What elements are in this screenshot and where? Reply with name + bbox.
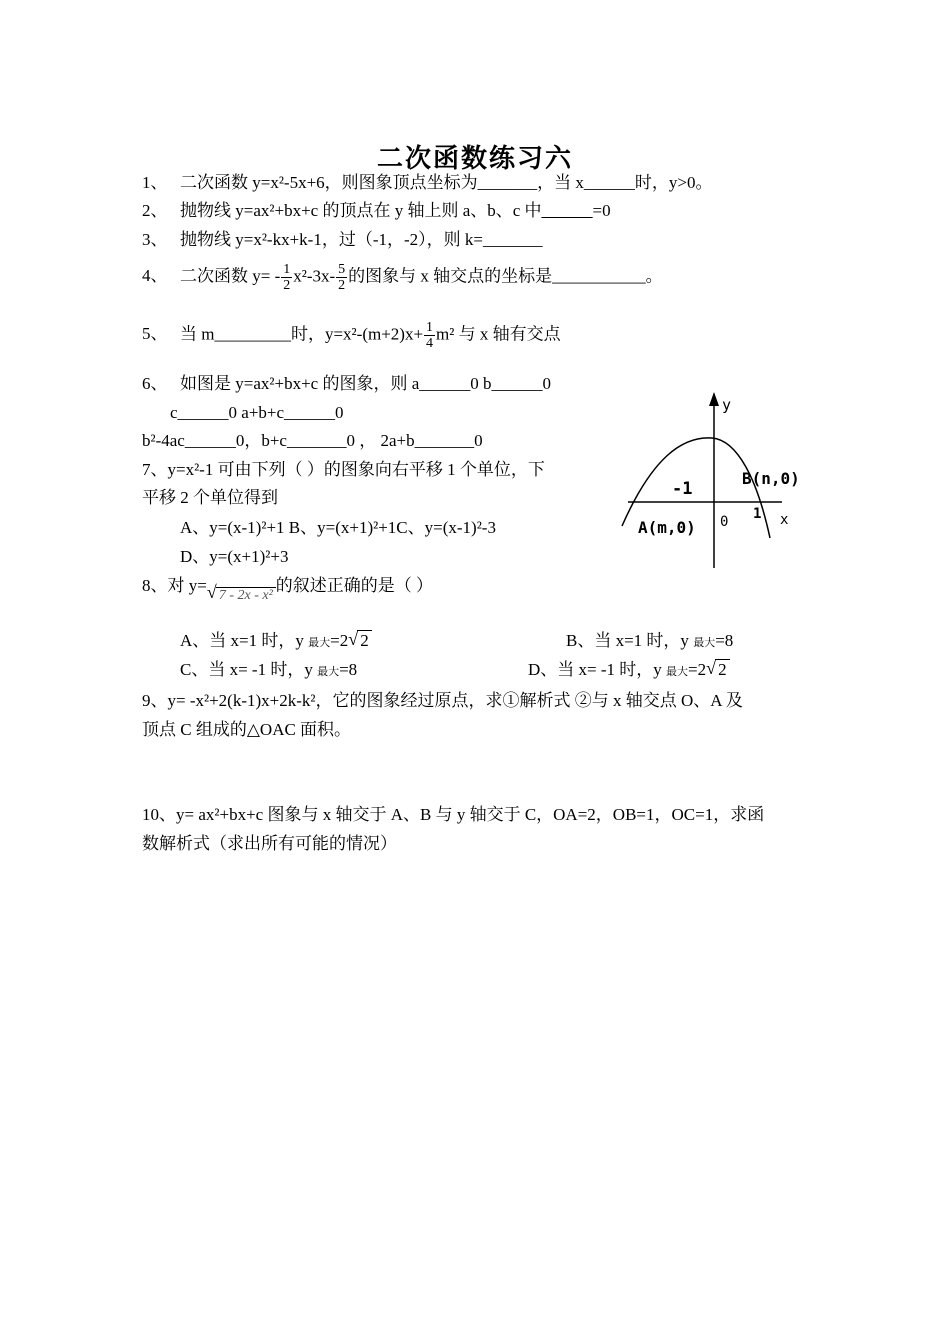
label-one: 1 [753,506,762,522]
question-9-line-1: 9、y= -x²+2(k-1)x+2k-k²，它的图象经过原点，求①解析式 ②与 x 轴交点 O、A 及 [142,691,743,710]
question-10-line-1: 10、y= ax²+bx+c 图象与 x 轴交于 A、B 与 y 轴交于 C，OA=2，OB=1，OC=1，求函 [142,805,765,824]
question-7-option-d: D、y=(x+1)²+3 [180,547,289,566]
question-7-line-1: 7、y=x²-1 可由下列（ ）的图象向右平移 1 个单位，下 [142,460,545,479]
question-4: 4、 二次函数 y= - $\frac{1}{2}$ x²-3x- $\frac{5}{2}$ 的图象与 x 轴交点的坐标是___________。 [142,262,663,293]
page-title: 二次函数练习六 [376,144,573,173]
label-origin: 0 [720,514,729,530]
question-7-line-2: 平移 2 个单位得到 [142,488,278,507]
question-5: 5、 当 m_________时，y=x²-(m+2)x+ $\frac{1}{4}$ m² 与 x 轴有交点 [142,320,561,351]
fraction: $\frac{1}{2}$ [283,262,291,293]
parabola-figure [612,388,832,578]
label-point-b: B(n,0) [742,469,800,488]
question-8-option-d: D、当 x= -1 时，y 最大=2 √ 2 [528,659,730,681]
question-6-line-2: c______0 a+b+c______0 [170,403,344,422]
label-point-a: A(m,0) [638,518,696,537]
question-6-line-3: b²-4ac______0，b+c_______0 ， 2a+b_______0 [142,431,483,450]
question-3: 3、 抛物线 y=x²-kx+k-1，过（-1，-2），则 k=_______ [142,230,543,249]
question-8-option-b: B、当 x=1 时，y 最大=8 [566,631,734,650]
question-7-option-abc: A、y=(x-1)²+1 B、y=(x+1)²+1C、y=(x-1)²-3 [180,518,496,537]
question-10-line-2: 数解析式（求出所有可能的情况） [142,834,397,853]
question-9-line-2: 顶点 C 组成的△OAC 面积。 [142,720,352,739]
question-1: 1、 二次函数 y=x²-5x+6，则图象顶点坐标为_______，当 x______时，y>0。 [142,173,713,192]
fraction: $\frac{5}{2}$ [338,262,346,293]
question-6-line-1: 6、 如图是 y=ax²+bx+c 的图象，则 a______0 b______0 [142,374,551,393]
y-axis-arrow [709,392,719,406]
fraction: $\frac{1}{4}$ [426,320,434,351]
question-8-option-c: C、当 x= -1 时，y 最大=8 [180,660,358,679]
question-2: 2、 抛物线 y=ax²+bx+c 的顶点在 y 轴上则 a、b、c 中______=0 [142,201,611,220]
radical: √ 7 - 2x - x² [207,583,276,607]
question-8: 8、对 y= √ 7 - 2x - x²的叙述正确的是（ ） [142,575,433,599]
question-8-option-a: A、当 x=1 时，y 最大=2 √ 2 [180,630,372,652]
label-minus-one: -1 [672,479,693,499]
y-axis-label: y [722,396,732,414]
x-axis-label: x [780,512,789,528]
